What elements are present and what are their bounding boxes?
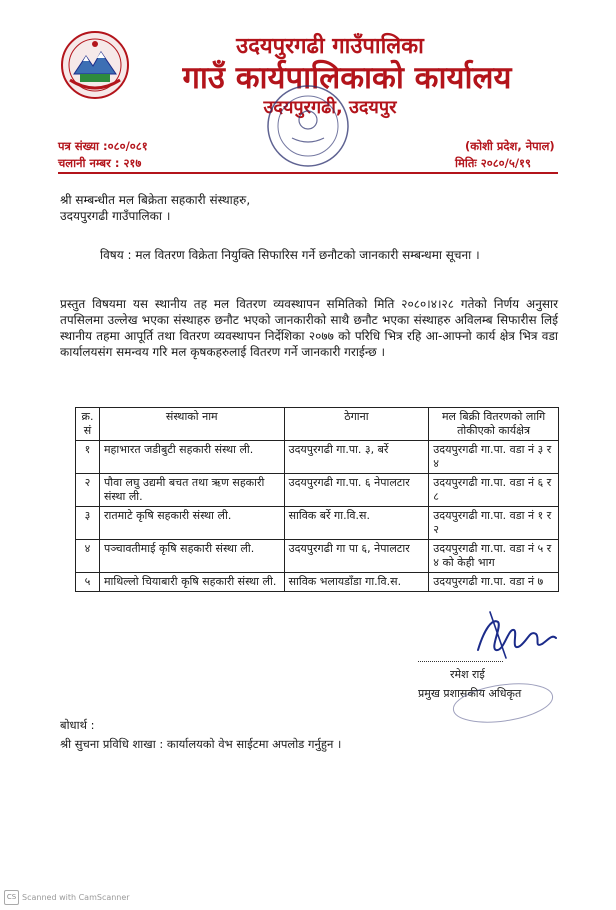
table-row [76, 474, 559, 507]
signature-line [418, 661, 503, 662]
cell-serial: १ [76, 441, 100, 474]
cell-address: उदयपुरगढी गा.पा. ३, बर्रे [284, 441, 429, 474]
letter-date: मितिः २०८०/५/१९ [455, 156, 531, 170]
cell-org-name: महाभारत जडीबुटी सहकारी संस्था ली. [99, 441, 284, 474]
cell-work-area: उदयपुरगढी गा.पा. वडा नं ५ र ४ को केही भाग [429, 540, 559, 573]
cell-org-name: पौवा लघु उद्यमी बचत तथा ऋण सहकारी संस्था ली. [99, 474, 284, 507]
header-divider [58, 172, 558, 174]
table-header-row [76, 408, 559, 441]
cell-serial: २ [76, 474, 100, 507]
header-org-name: संस्थाको नाम [99, 408, 284, 441]
cc-line: श्री सुचना प्रविधि शाखा : कार्यालयको वेभ साईटमा अपलोड गर्नुहुन । [60, 737, 342, 751]
cell-address: साविक भलायडाँडा गा.वि.स. [284, 573, 429, 592]
cell-work-area: उदयपुरगढी गा.पा. वडा नं ७ [429, 573, 559, 592]
cell-address: उदयपुरगढी गा.पा. ६ नेपालटार [284, 474, 429, 507]
signatory-role: प्रमुख प्रशासकीय अधिकृत [418, 687, 522, 700]
office-title: गाउँ कार्यपालिकाको कार्यालय [182, 60, 512, 96]
cell-serial: ४ [76, 540, 100, 573]
camscanner-logo-icon: CS [4, 890, 19, 905]
cell-serial: ५ [76, 573, 100, 592]
municipality-title: उदयपुरगढी गाउँपालिका [236, 34, 424, 59]
cell-org-name: रातमाटे कृषि सहकारी संस्था ली. [99, 507, 284, 540]
cell-work-area: उदयपुरगढी गा.पा. वडा नं ३ र ४ [429, 441, 559, 474]
scanner-watermark [4, 890, 130, 905]
addressee-block [60, 192, 250, 224]
subject-line: विषय : मल वितरण विक्रेता नियुक्ति सिफारिस गर्ने छनौटको जानकारी सम्बन्धमा सूचना । [100, 248, 480, 262]
signatory-name: रमेश राई [450, 668, 485, 681]
table-row [76, 540, 559, 573]
office-stamp-icon [262, 80, 354, 172]
cc-label: बोधार्थ : [60, 718, 95, 732]
header-work-area: मल बिक्री वितरणको लागि तोकीएको कार्यक्षेत्र [429, 408, 559, 441]
cooperative-table [75, 407, 559, 592]
header-address: ठेगाना [284, 408, 429, 441]
table-row [76, 507, 559, 540]
scanner-watermark-text: Scanned with CamScanner [22, 893, 130, 902]
cell-work-area: उदयपुरगढी गा.पा. वडा नं १ र २ [429, 507, 559, 540]
header-serial: क्र. सं [76, 408, 100, 441]
handwritten-signature-icon [470, 600, 560, 670]
addressee-line-1: श्री सम्बन्धीत मल बिक्रेता सहकारी संस्थाहरु, [60, 193, 251, 207]
dispatch-number: चलानी नम्बर : २१७ [58, 156, 142, 170]
addressee-line-2: उदयपुरगढी गाउँपालिका । [60, 209, 171, 223]
table-row [76, 573, 559, 592]
office-address: उदयपुरगढी, उदयपुर [263, 97, 397, 118]
cell-serial: ३ [76, 507, 100, 540]
province-label: (कोशी प्रदेश, नेपाल) [465, 139, 555, 153]
ref-number: पत्र संख्या :०८०/०८१ [58, 139, 148, 153]
body-paragraph: प्रस्तुत विषयमा यस स्थानीय तह मल वितरण व्यवस्थापन समितिको मिति २०८०।४।२८ गतेको निर्णय अनुसार तपसिलमा उल्लेख भएका संस्थाहरु छनौट भएको जानकारीको साथै छनौट भएका संस्थाहरु अविलम्ब सिफारीस लिई स्थानीय तहमा आपूर्ति तथा वितरण व्यवस्थापन निर्देशिका २०७७ को परिधि भित्र रहि आ-आफ्नो कार्य क्षेत्र भित्र वडा कार्यालयसंग समन्वय गरि मल कृषकहरुलाई वितरण गर्ने जानकारी गराईन्छ । [60, 297, 558, 359]
cell-org-name: पञ्चावतीमाई कृषि सहकारी संस्था ली. [99, 540, 284, 573]
cell-org-name: माथिल्लो चियाबारी कृषि सहकारी संस्था ली. [99, 573, 284, 592]
cell-address: उदयपुरगढी गा पा ६, नेपालटार [284, 540, 429, 573]
cell-address: साविक बर्रे गा.वि.स. [284, 507, 429, 540]
cell-work-area: उदयपुरगढी गा.पा. वडा नं ६ र ८ [429, 474, 559, 507]
officer-stamp-icon [448, 680, 558, 726]
government-emblem-icon [60, 30, 130, 100]
table-row [76, 441, 559, 474]
